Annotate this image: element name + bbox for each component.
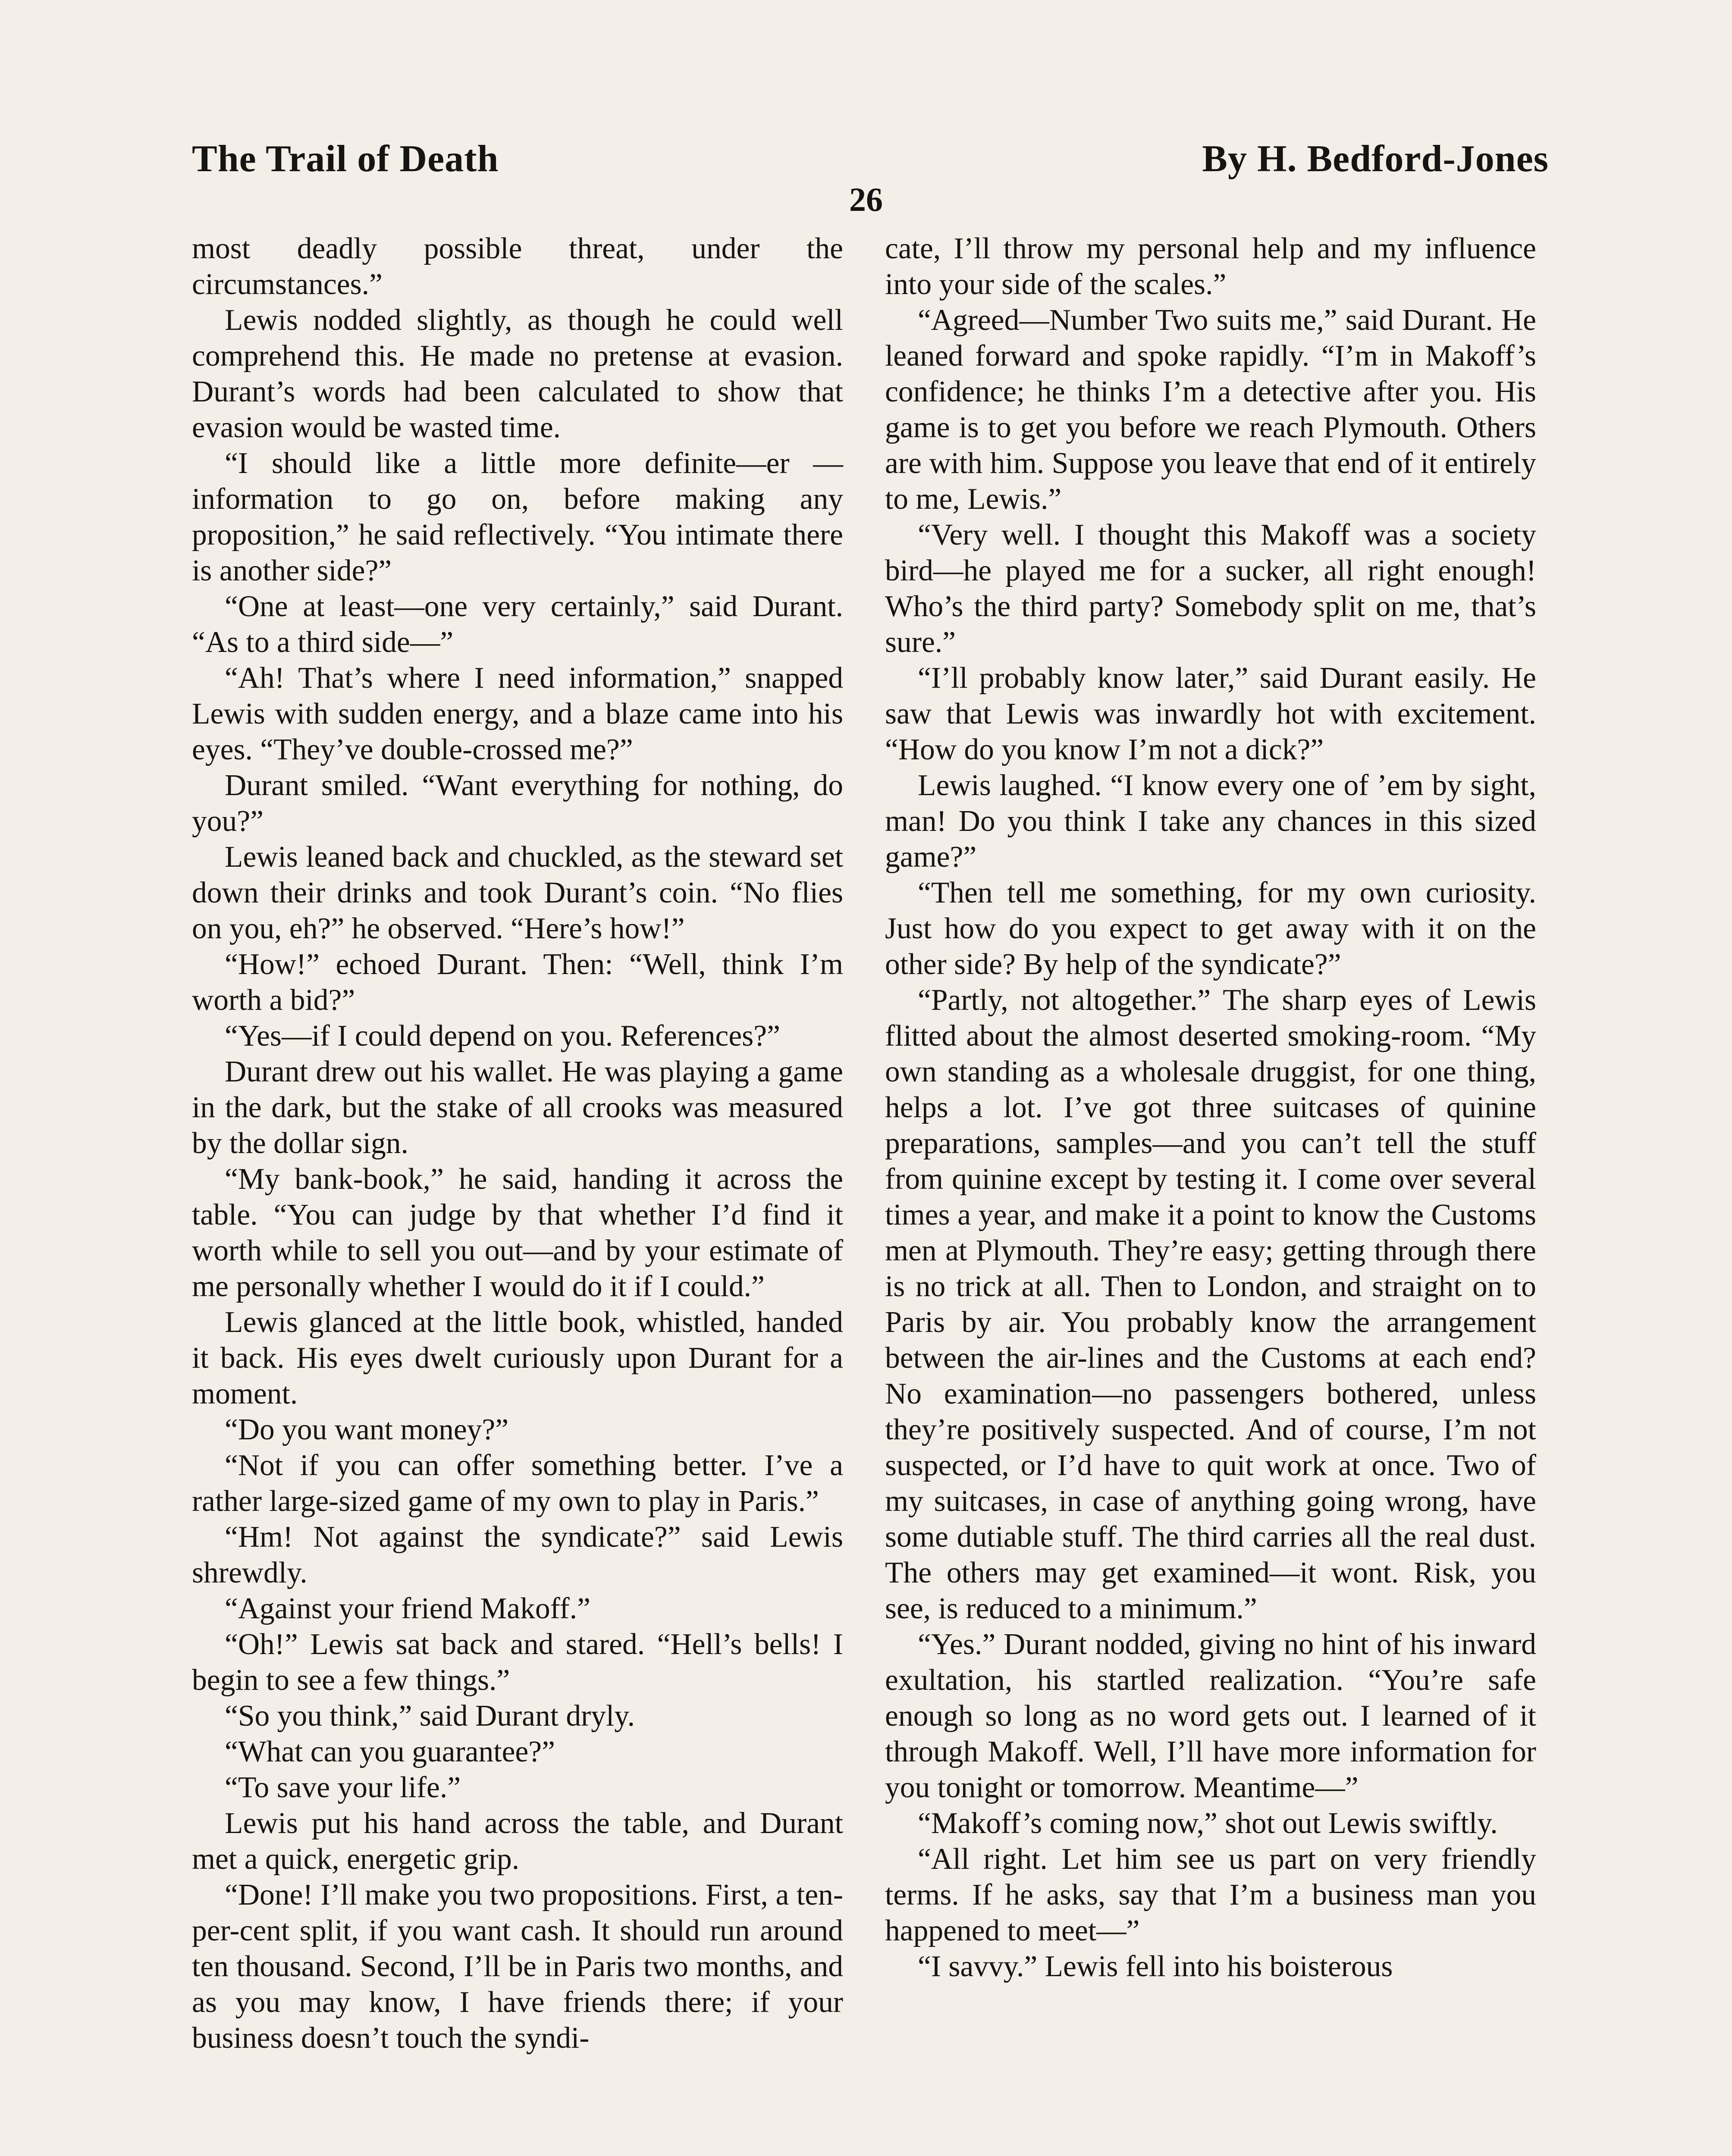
paragraph: “Makoff’s coming now,” shot out Lewis swiftly. <box>918 1807 1498 1840</box>
right-column <box>885 231 1536 2156</box>
paragraph: Lewis laughed. “I know every one of ’em by sight, man! Do you think I take any chances in this sized game?” <box>885 769 1536 874</box>
paragraph: “Then tell me something, for my own curiosity. Just how do you expect to get away with it on the other side? By help of the syndicate?” <box>885 876 1536 981</box>
paragraph: “How!” echoed Durant. Then: “Well, think I’m worth a bid?” <box>192 948 843 1017</box>
paragraph: “Do you want money?” <box>225 1413 509 1446</box>
paragraph: “I’ll probably know later,” said Durant easily. He saw that Lewis was inwardly hot with excitement. “How do you know I’m not a dick?” <box>885 661 1536 766</box>
paragraph: “My bank-book,” he said, handing it across the table. “You can judge by that whether I’d find it worth while to sell you out—and by your estimate of me personally whether I would do it if I could.” <box>192 1163 843 1303</box>
paragraph: “Yes.” Durant nodded, giving no hint of his inward exultation, his startled realization. “You’re safe enough so long as no word gets out. I learned of it through Makoff. Well, I’ll have more information for you tonight or tomorrow. Meantime—” <box>885 1628 1536 1804</box>
paragraph: “Against your friend Makoff.” <box>225 1592 590 1625</box>
paragraph: “All right. Let him see us part on very friendly terms. If he asks, say that I’m a business man you happened to meet—” <box>885 1843 1536 1947</box>
paragraph: “Ah! That’s where I need information,” snapped Lewis with sudden energy, and a blaze came into his eyes. “They’ve double-crossed me?” <box>192 661 843 766</box>
story-title: The Trail of Death <box>192 138 499 180</box>
paragraph: “Very well. I thought this Makoff was a society bird—he played me for a sucker, all right enough! Who’s the third party? Somebody split on me, that’s sure.” <box>885 518 1536 659</box>
paragraph: Durant smiled. “Want everything for nothing, do you?” <box>192 769 843 838</box>
paragraph: Durant drew out his wallet. He was playing a game in the dark, but the stake of all crooks was measured by the dollar sign. <box>192 1055 843 1160</box>
paragraph: most deadly possible threat, under the circumstances.” <box>192 232 843 301</box>
paragraph: Lewis glanced at the little book, whistled, handed it back. His eyes dwelt curiously upon Durant for a moment. <box>192 1306 843 1410</box>
paragraph: “What can you guarantee?” <box>225 1735 555 1768</box>
paragraph: “Done! I’ll make you two propositions. First, a ten-per-cent split, if you want cash. It should run around ten thousand. Second, I’ll be in Paris two months, and as you may know, I have friends there; if your business doesn’t touch the syndi- <box>192 1878 843 2055</box>
paragraph: “I should like a little more definite—er —information to go on, before making any proposition,” he said reflectively. “You intimate there is another side?” <box>192 447 843 587</box>
paragraph: “Not if you can offer something better. I’ve a rather large-sized game of my own to play in Paris.” <box>192 1449 843 1518</box>
paragraph: Lewis put his hand across the table, and Durant met a quick, energetic grip. <box>192 1807 843 1876</box>
paragraph: Lewis nodded slightly, as though he could well comprehend this. He made no pretense at evasion. Durant’s words had been calculated to show that evasion would be wasted time. <box>192 304 843 444</box>
paragraph: “Partly, not altogether.” The sharp eyes of Lewis flitted about the almost deserted smoking-room. “My own standing as a wholesale druggist, for one thing, helps a lot. I’ve got three suitcases of quinine preparations, samples—and you can’t tell the stuff from quinine except by testing it. I come over several times a year, and make it a point to know the Customs men at Plymouth. They’re easy; getting through there is no trick at all. Then to London, and straight on to Paris by air. You probably know the arrangement between the air-lines and the Customs at each end? No examination—no passengers bothered, unless they’re positively suspected. And of course, I’m not suspected, or I’d have to quit work at once. Two of my suitcases, in case of anything going wrong, have some dutiable stuff. The third carries all the real dust. The others may get examined—it wont. Risk, you see, is reduced to a minimum.” <box>885 984 1536 1625</box>
paragraph: “Hm! Not against the syndicate?” said Lewis shrewdly. <box>192 1520 843 1589</box>
running-header <box>192 137 1549 181</box>
paragraph: “Oh!” Lewis sat back and stared. “Hell’s bells! I begin to see a few things.” <box>192 1628 843 1697</box>
byline: By H. Bedford-Jones <box>1202 138 1549 180</box>
paragraph: cate, I’ll throw my personal help and my influence into your side of the scales.” <box>885 232 1536 301</box>
page-number: 26 <box>849 181 883 218</box>
paragraph: “Agreed—Number Two suits me,” said Durant. He leaned forward and spoke rapidly. “I’m in Makoff’s confidence; he thinks I’m a detective after you. His game is to get you before we reach Plymouth. Others are with him. Suppose you leave that end of it entirely to me, Lewis.” <box>885 304 1536 516</box>
paragraph: Lewis leaned back and chuckled, as the steward set down their drinks and took Durant’s coin. “No flies on you, eh?” he observed. “Here’s how!” <box>192 840 843 945</box>
paragraph: “So you think,” said Durant dryly. <box>225 1699 635 1733</box>
paragraph: “To save your life.” <box>225 1771 461 1804</box>
paragraph: “I savvy.” Lewis fell into his boisterous <box>918 1950 1393 1983</box>
left-column <box>192 231 843 2156</box>
paragraph: “One at least—one very certainly,” said Durant. “As to a third side—” <box>192 590 843 659</box>
paragraph: “Yes—if I could depend on you. References?” <box>225 1019 780 1053</box>
